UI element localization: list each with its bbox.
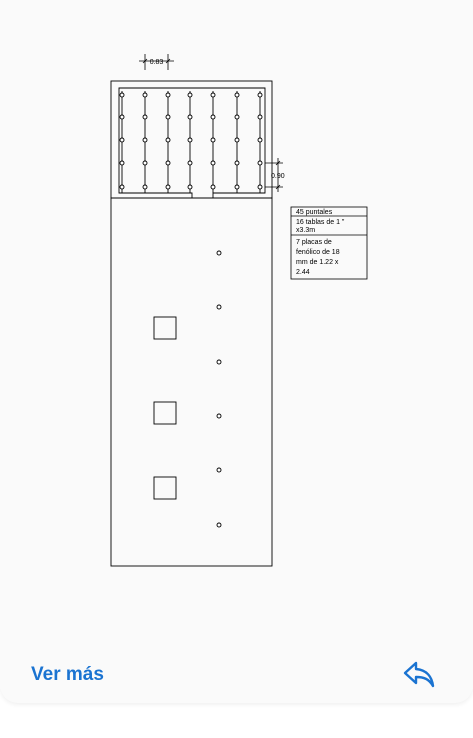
note-tablas-line2: x3.3m: [296, 227, 316, 234]
slab-bottom-outline: [111, 198, 272, 566]
props-grid: [120, 93, 262, 527]
reply-share-button[interactable]: [401, 656, 437, 692]
note-placas-line2: fenólico de 18: [296, 249, 340, 256]
column-squares: [154, 317, 176, 499]
slab-inner-boundary: [119, 88, 265, 198]
note-placas-line1: 7 placas de: [296, 239, 332, 246]
ver-mas-link[interactable]: Ver más: [31, 664, 104, 685]
materials-notes-box: [291, 207, 367, 279]
note-tablas-line1: 16 tablas de 1 ": [296, 219, 345, 226]
note-placas-line4: 2.44: [296, 269, 310, 276]
note-placas-line3: mm de 1.22 x: [296, 259, 339, 266]
dimension-top-label: 0.83: [149, 59, 164, 66]
dimension-right-label: 0.90: [271, 173, 285, 180]
note-puntales: 45 puntales: [296, 209, 333, 216]
reply-arrow-icon: [401, 656, 437, 692]
